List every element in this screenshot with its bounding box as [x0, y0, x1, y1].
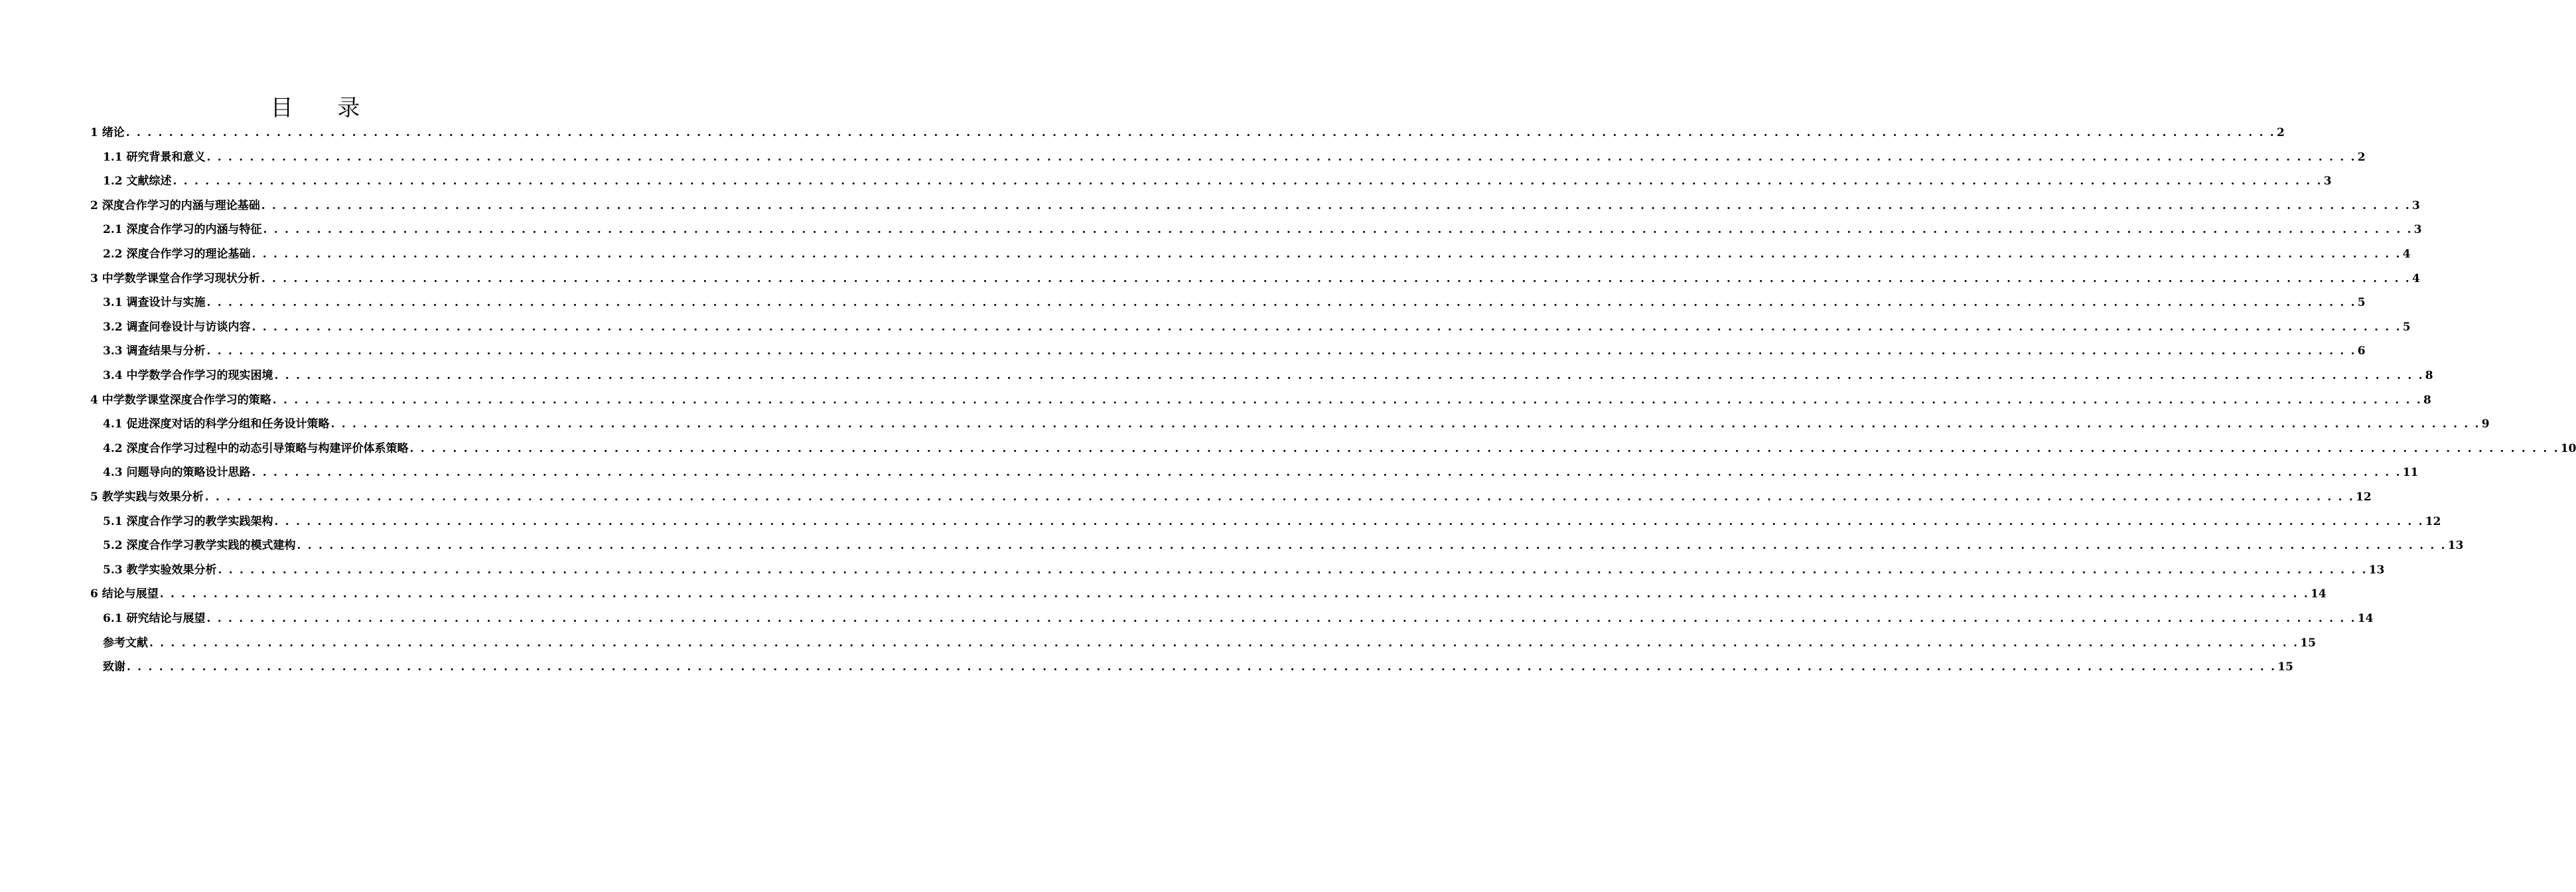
- toc-page-number: 9: [2481, 417, 2490, 431]
- toc-entry[interactable]: [103, 514, 2441, 530]
- toc-entry[interactable]: [90, 586, 2326, 602]
- toc-entry-label: 6.1 研究结论与展望: [103, 612, 206, 625]
- page-title: 目 录: [270, 95, 379, 121]
- toc-entry[interactable]: [103, 222, 2422, 238]
- toc-page-number: 5: [2402, 320, 2411, 334]
- toc-entry[interactable]: [103, 295, 2366, 311]
- toc-page-number: 8: [2423, 393, 2431, 407]
- toc-page-number: 3: [2323, 175, 2332, 188]
- toc-entry-label: 2.2 深度合作学习的理论基础: [103, 248, 251, 261]
- toc-page-number: 10: [2560, 441, 2576, 455]
- toc-page-number: 15: [2300, 636, 2316, 650]
- toc-leader-dots: . . . . . . . . . . . . . . . . . . . . . . . . . . . . . . . . . . . . . . . . . . . . . . . . . . . . . . . . . . . . . . . . . . . . . . . . . . . . . . . . . . . . . . . . . . . . . . . . . . . . . . . . . . . . . . . . . . . . . . . . . . . . . . . . . . . . . . . . . . . . . . . . . . . . . . . . . . . . . . . . . . . . . . . . . . . . . . . . . . . . . . . . . . . . . . . . . . . . . . . .: [261, 271, 2411, 285]
- toc-leader-dots: . . . . . . . . . . . . . . . . . . . . . . . . . . . . . . . . . . . . . . . . . . . . . . . . . . . . . . . . . . . . . . . . . . . . . . . . . . . . . . . . . . . . . . . . . . . . . . . . . . . . . . . . . . . . . . . . . . . . . . . . . . . . . . . . . . . . . . . . . . . . . . . . . . . . . . . . . . . . . . . . . . . . . . . . . . . . . . . . . . . . . . . . . . . . . . . . . . . . . . . .: [149, 636, 2299, 650]
- toc-page-number: 6: [2357, 344, 2366, 358]
- toc-leader-dots: . . . . . . . . . . . . . . . . . . . . . . . . . . . . . . . . . . . . . . . . . . . . . . . . . . . . . . . . . . . . . . . . . . . . . . . . . . . . . . . . . . . . . . . . . . . . . . . . . . . . . . . . . . . . . . . . . . . . . . . . . . . . . . . . . . . . . . . . . . . . . . . . . . . . . . . . . . . . . . . . . . . . . . . . . . . . . . . . . . . . . . . . . . . . . . . . . . . . . . . .: [330, 417, 2480, 431]
- toc-entry[interactable]: [90, 489, 2372, 505]
- toc-entry-label: 1.1 研究背景和意义: [103, 150, 206, 164]
- toc-entry-label: 3.2 调查问卷设计与访谈内容: [103, 320, 251, 334]
- toc-leader-dots: . . . . . . . . . . . . . . . . . . . . . . . . . . . . . . . . . . . . . . . . . . . . . . . . . . . . . . . . . . . . . . . . . . . . . . . . . . . . . . . . . . . . . . . . . . . . . . . . . . . . . . . . . . . . . . . . . . . . . . . . . . . . . . . . . . . . . . . . . . . . . . . . . . . . . . . . . . . . . . . . . . . . . . . . . . . . . . . . . . . . . . . . . . . . . . . . . . . . . . . .: [173, 175, 2323, 188]
- toc-entry[interactable]: [103, 441, 2576, 457]
- toc-leader-dots: . . . . . . . . . . . . . . . . . . . . . . . . . . . . . . . . . . . . . . . . . . . . . . . . . . . . . . . . . . . . . . . . . . . . . . . . . . . . . . . . . . . . . . . . . . . . . . . . . . . . . . . . . . . . . . . . . . . . . . . . . . . . . . . . . . . . . . . . . . . . . . . . . . . . . . . . . . . . . . . . . . . . . . . . . . . . . . . . . . . . . . . . . . . . . . . . . . . . . . . .: [251, 248, 2401, 261]
- toc-leader-dots: . . . . . . . . . . . . . . . . . . . . . . . . . . . . . . . . . . . . . . . . . . . . . . . . . . . . . . . . . . . . . . . . . . . . . . . . . . . . . . . . . . . . . . . . . . . . . . . . . . . . . . . . . . . . . . . . . . . . . . . . . . . . . . . . . . . . . . . . . . . . . . . . . . . . . . . . . . . . . . . . . . . . . . . . . . . . . . . . . . . . . . . . . . . . . . . . . . . . . . . .: [206, 344, 2356, 358]
- toc-entry[interactable]: [103, 611, 2374, 627]
- toc-page-number: 5: [2357, 296, 2366, 310]
- toc-entry-label: 1.2 文献综述: [103, 175, 172, 188]
- toc-entry[interactable]: [103, 562, 2385, 578]
- toc-page-number: 11: [2402, 466, 2419, 480]
- toc-entry[interactable]: [103, 416, 2490, 432]
- toc-entry-label: 5.1 深度合作学习的教学实践架构: [103, 514, 273, 528]
- toc-page-number: 3: [2412, 198, 2420, 212]
- toc-leader-dots: . . . . . . . . . . . . . . . . . . . . . . . . . . . . . . . . . . . . . . . . . . . . . . . . . . . . . . . . . . . . . . . . . . . . . . . . . . . . . . . . . . . . . . . . . . . . . . . . . . . . . . . . . . . . . . . . . . . . . . . . . . . . . . . . . . . . . . . . . . . . . . . . . . . . . . . . . . . . . . . . . . . . . . . . . . . . . . . . . . . . . . . . . . . . . . . . . . . . . . . .: [218, 563, 2368, 577]
- toc-leader-dots: . . . . . . . . . . . . . . . . . . . . . . . . . . . . . . . . . . . . . . . . . . . . . . . . . . . . . . . . . . . . . . . . . . . . . . . . . . . . . . . . . . . . . . . . . . . . . . . . . . . . . . . . . . . . . . . . . . . . . . . . . . . . . . . . . . . . . . . . . . . . . . . . . . . . . . . . . . . . . . . . . . . . . . . . . . . . . . . . . . . . . . . . . . . . . . . . . . . . . . . .: [206, 150, 2356, 164]
- toc-entry-label: 参考文献: [103, 636, 148, 650]
- toc-entry[interactable]: [103, 465, 2419, 481]
- toc-entry-label: 6 结论与展望: [90, 587, 159, 601]
- toc-entry-label: 5.3 教学实验效果分析: [103, 563, 217, 577]
- toc-entry-label: 致谢: [103, 660, 125, 674]
- toc-entry[interactable]: [90, 198, 2420, 214]
- toc-entry[interactable]: [103, 173, 2332, 189]
- toc-page-number: 12: [2425, 514, 2441, 528]
- toc-leader-dots: . . . . . . . . . . . . . . . . . . . . . . . . . . . . . . . . . . . . . . . . . . . . . . . . . . . . . . . . . . . . . . . . . . . . . . . . . . . . . . . . . . . . . . . . . . . . . . . . . . . . . . . . . . . . . . . . . . . . . . . . . . . . . . . . . . . . . . . . . . . . . . . . . . . . . . . . . . . . . . . . . . . . . . . . . . . . . . . . . . . . . . . . . . . . . . . . . . . . . . . .: [274, 514, 2424, 528]
- toc-page-number: 14: [2311, 587, 2326, 601]
- toc-entry-label: 2.1 深度合作学习的内涵与特征: [103, 223, 262, 237]
- toc-page-number: 3: [2413, 223, 2422, 237]
- toc-entry[interactable]: [90, 392, 2431, 408]
- toc-page-number: 4: [2412, 271, 2420, 285]
- toc-entry[interactable]: [103, 659, 2293, 675]
- toc-leader-dots: . . . . . . . . . . . . . . . . . . . . . . . . . . . . . . . . . . . . . . . . . . . . . . . . . . . . . . . . . . . . . . . . . . . . . . . . . . . . . . . . . . . . . . . . . . . . . . . . . . . . . . . . . . . . . . . . . . . . . . . . . . . . . . . . . . . . . . . . . . . . . . . . . . . . . . . . . . . . . . . . . . . . . . . . . . . . . . . . . . . . . . . . . . . . . . . . . . . . . . . .: [272, 393, 2423, 407]
- toc-leader-dots: . . . . . . . . . . . . . . . . . . . . . . . . . . . . . . . . . . . . . . . . . . . . . . . . . . . . . . . . . . . . . . . . . . . . . . . . . . . . . . . . . . . . . . . . . . . . . . . . . . . . . . . . . . . . . . . . . . . . . . . . . . . . . . . . . . . . . . . . . . . . . . . . . . . . . . . . . . . . . . . . . . . . . . . . . . . . . . . . . . . . . . . . . . . . . . . . . . . . . . . .: [204, 490, 2355, 504]
- toc-page-number: 2: [2357, 150, 2366, 164]
- toc-entry[interactable]: [103, 538, 2464, 554]
- toc-entry-label: 3.4 中学数学合作学习的现实困境: [103, 369, 273, 382]
- toc-leader-dots: . . . . . . . . . . . . . . . . . . . . . . . . . . . . . . . . . . . . . . . . . . . . . . . . . . . . . . . . . . . . . . . . . . . . . . . . . . . . . . . . . . . . . . . . . . . . . . . . . . . . . . . . . . . . . . . . . . . . . . . . . . . . . . . . . . . . . . . . . . . . . . . . . . . . . . . . . . . . . . . . . . . . . . . . . . . . . . . . . . . . . . . . . . . . . . . . . . . . . . . .: [125, 126, 2276, 139]
- toc-leader-dots: . . . . . . . . . . . . . . . . . . . . . . . . . . . . . . . . . . . . . . . . . . . . . . . . . . . . . . . . . . . . . . . . . . . . . . . . . . . . . . . . . . . . . . . . . . . . . . . . . . . . . . . . . . . . . . . . . . . . . . . . . . . . . . . . . . . . . . . . . . . . . . . . . . . . . . . . . . . . . . . . . . . . . . . . . . . . . . . . . . . . . . . . . . . . . . . . . . . . . . . .: [261, 198, 2411, 212]
- toc-leader-dots: . . . . . . . . . . . . . . . . . . . . . . . . . . . . . . . . . . . . . . . . . . . . . . . . . . . . . . . . . . . . . . . . . . . . . . . . . . . . . . . . . . . . . . . . . . . . . . . . . . . . . . . . . . . . . . . . . . . . . . . . . . . . . . . . . . . . . . . . . . . . . . . . . . . . . . . . . . . . . . . . . . . . . . . . . . . . . . . . . . . . . . . . . . . . . . . . . . . . . . . .: [274, 369, 2424, 382]
- toc-page-number: 14: [2357, 612, 2374, 625]
- toc-entry-label: 4.3 问题导向的策略设计思路: [103, 466, 251, 480]
- toc-leader-dots: . . . . . . . . . . . . . . . . . . . . . . . . . . . . . . . . . . . . . . . . . . . . . . . . . . . . . . . . . . . . . . . . . . . . . . . . . . . . . . . . . . . . . . . . . . . . . . . . . . . . . . . . . . . . . . . . . . . . . . . . . . . . . . . . . . . . . . . . . . . . . . . . . . . . . . . . . . . . . . . . . . . . . . . . . . . . . . . . . . . . . . . . . . . . . . . . . . . . . . . .: [251, 466, 2401, 480]
- toc-page-number: 13: [2447, 539, 2464, 553]
- toc-leader-dots: . . . . . . . . . . . . . . . . . . . . . . . . . . . . . . . . . . . . . . . . . . . . . . . . . . . . . . . . . . . . . . . . . . . . . . . . . . . . . . . . . . . . . . . . . . . . . . . . . . . . . . . . . . . . . . . . . . . . . . . . . . . . . . . . . . . . . . . . . . . . . . . . . . . . . . . . . . . . . . . . . . . . . . . . . . . . . . . . . . . . . . . . . . . . . . . . . . . . . . . .: [206, 296, 2356, 310]
- toc-entry-label: 4 中学数学课堂深度合作学习的策略: [90, 393, 271, 407]
- toc-entry-label: 4.2 深度合作学习过程中的动态引导策略与构建评价体系策略: [103, 441, 409, 455]
- toc-entry[interactable]: [103, 319, 2411, 335]
- toc-page-number: 13: [2368, 563, 2385, 577]
- toc-entry[interactable]: [103, 149, 2366, 165]
- toc-entry[interactable]: [90, 125, 2285, 141]
- toc-entry-label: 3 中学数学课堂合作学习现状分析: [90, 271, 260, 285]
- toc-page-number: 8: [2425, 369, 2433, 382]
- toc-leader-dots: . . . . . . . . . . . . . . . . . . . . . . . . . . . . . . . . . . . . . . . . . . . . . . . . . . . . . . . . . . . . . . . . . . . . . . . . . . . . . . . . . . . . . . . . . . . . . . . . . . . . . . . . . . . . . . . . . . . . . . . . . . . . . . . . . . . . . . . . . . . . . . . . . . . . . . . . . . . . . . . . . . . . . . . . . . . . . . . . . . . . . . . . . . . . . . . . . . . . . . . .: [159, 587, 2310, 601]
- toc-leader-dots: . . . . . . . . . . . . . . . . . . . . . . . . . . . . . . . . . . . . . . . . . . . . . . . . . . . . . . . . . . . . . . . . . . . . . . . . . . . . . . . . . . . . . . . . . . . . . . . . . . . . . . . . . . . . . . . . . . . . . . . . . . . . . . . . . . . . . . . . . . . . . . . . . . . . . . . . . . . . . . . . . . . . . . . . . . . . . . . . . . . . . . . . . . . . . . . . . . . . . . . .: [297, 539, 2447, 553]
- toc-leader-dots: . . . . . . . . . . . . . . . . . . . . . . . . . . . . . . . . . . . . . . . . . . . . . . . . . . . . . . . . . . . . . . . . . . . . . . . . . . . . . . . . . . . . . . . . . . . . . . . . . . . . . . . . . . . . . . . . . . . . . . . . . . . . . . . . . . . . . . . . . . . . . . . . . . . . . . . . . . . . . . . . . . . . . . . . . . . . . . . . . . . . . . . . . . . . . . . . . . . . . . . .: [409, 441, 2559, 455]
- toc-entry-label: 5.2 深度合作学习教学实践的模式建构: [103, 539, 296, 553]
- toc-page-number: 15: [2277, 660, 2293, 674]
- toc-entry[interactable]: [103, 246, 2411, 262]
- toc-entry[interactable]: [103, 343, 2366, 359]
- toc-leader-dots: . . . . . . . . . . . . . . . . . . . . . . . . . . . . . . . . . . . . . . . . . . . . . . . . . . . . . . . . . . . . . . . . . . . . . . . . . . . . . . . . . . . . . . . . . . . . . . . . . . . . . . . . . . . . . . . . . . . . . . . . . . . . . . . . . . . . . . . . . . . . . . . . . . . . . . . . . . . . . . . . . . . . . . . . . . . . . . . . . . . . . . . . . . . . . . . . . . . . . . . .: [251, 320, 2401, 334]
- toc-entry[interactable]: [103, 368, 2433, 384]
- toc-entry-label: 4.1 促进深度对话的科学分组和任务设计策略: [103, 417, 330, 431]
- toc-entry-label: 3.3 调查结果与分析: [103, 344, 206, 358]
- toc-page-number: 4: [2402, 248, 2411, 261]
- toc-entry-label: 5 教学实践与效果分析: [90, 490, 204, 504]
- toc-entry-label: 3.1 调查设计与实施: [103, 296, 206, 310]
- toc-page-number: 12: [2356, 490, 2372, 504]
- toc-entry-label: 2 深度合作学习的内涵与理论基础: [90, 198, 260, 212]
- toc-leader-dots: . . . . . . . . . . . . . . . . . . . . . . . . . . . . . . . . . . . . . . . . . . . . . . . . . . . . . . . . . . . . . . . . . . . . . . . . . . . . . . . . . . . . . . . . . . . . . . . . . . . . . . . . . . . . . . . . . . . . . . . . . . . . . . . . . . . . . . . . . . . . . . . . . . . . . . . . . . . . . . . . . . . . . . . . . . . . . . . . . . . . . . . . . . . . . . . . . . . . . . . .: [127, 660, 2277, 674]
- toc-page-number: 2: [2277, 126, 2285, 139]
- toc-entry[interactable]: [103, 635, 2316, 651]
- toc-entry-label: 1 绪论: [90, 126, 125, 139]
- toc-leader-dots: . . . . . . . . . . . . . . . . . . . . . . . . . . . . . . . . . . . . . . . . . . . . . . . . . . . . . . . . . . . . . . . . . . . . . . . . . . . . . . . . . . . . . . . . . . . . . . . . . . . . . . . . . . . . . . . . . . . . . . . . . . . . . . . . . . . . . . . . . . . . . . . . . . . . . . . . . . . . . . . . . . . . . . . . . . . . . . . . . . . . . . . . . . . . . . . . . . . . . . . .: [206, 612, 2356, 625]
- toc-leader-dots: . . . . . . . . . . . . . . . . . . . . . . . . . . . . . . . . . . . . . . . . . . . . . . . . . . . . . . . . . . . . . . . . . . . . . . . . . . . . . . . . . . . . . . . . . . . . . . . . . . . . . . . . . . . . . . . . . . . . . . . . . . . . . . . . . . . . . . . . . . . . . . . . . . . . . . . . . . . . . . . . . . . . . . . . . . . . . . . . . . . . . . . . . . . . . . . . . . . . . . . .: [263, 223, 2413, 237]
- toc-entry[interactable]: [90, 271, 2420, 287]
